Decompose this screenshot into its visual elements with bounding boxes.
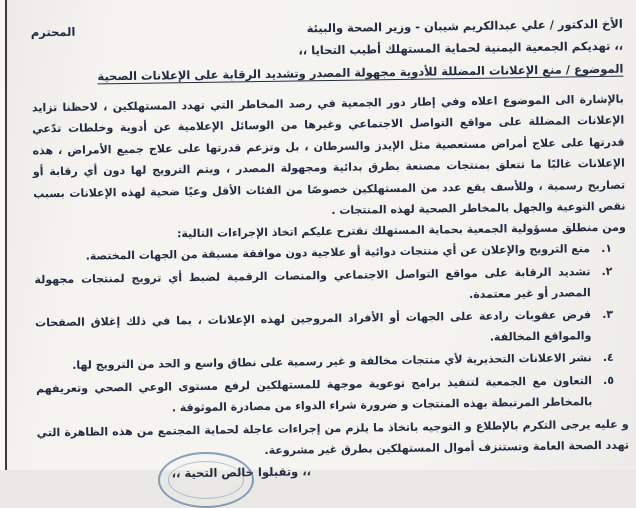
proposal-lead: ومن منطلق مسؤولية الجمعية بحماية المستهلك نقترح عليكم اتخاذ الإجراءات التالية:: [176, 221, 626, 241]
association-stamp-inner-ring: [168, 461, 244, 499]
item-text: نشر الاعلانات التحذيرية لأي منتجات مخالفة و غير رسمية على نطاق واسع و الحد من الترويج لها.: [72, 351, 592, 373]
association-stamp-icon: [158, 452, 254, 508]
paper-edge-line: [5, 0, 7, 470]
item-number: ١.: [601, 242, 613, 256]
item-number: ٢.: [601, 264, 613, 279]
list-item: [34, 262, 613, 312]
recipient-line: الأخ الدكتور / علي عبدالكريم شيبان - وزير الصحة والبيئة: [306, 16, 623, 36]
intro-paragraph: بالإشارة الى الموضوع اعلاه وفي إطار دور الجمعية في رصد المخاطر التي تهدد المستهلكين ، لاحظنا تزايد الإعلانات المضللة على مواقع التواصل الاجتماعي وغيرها من الوسائل الإعلامية عن أدوية وخلطات تدّعي قدرتها على علاج أمراض مستعصية مثل الإيدز والسرطان ، بل وتزعم قدرتها على علاج جميع الأمراض ، هذه الإعلانات غالبًا ما تتعلق بمنتجات مصنعة بطرق بدائية ومجهولة المصدر ، ويتم الترويج لها دون أي رقابة أو تصاريح رسمية ، وللأسف يقع عدد من المستهلكين خصوصًا من الفئات الأقل وعيًا ضحية لهذه الإعلانات بسبب نقص التوعية والجهل بالمخاطر الصحية لهذه المنتجات .: [31, 92, 626, 218]
letter-content: [31, 6, 630, 485]
closing-paragraph: و عليه يرجى التكرم بالإطلاع و التوجيه باتخاذ ما يلزم من إجراءات عاجلة لحماية المجتمع من هذه الظاهرة التي تهدد الصحة العامة وتستنزف أموال المستهلكين بطرق غير مشروعة.: [36, 417, 630, 458]
item-text: تشديد الرقابة على مواقع التواصل الاجتماعي والمنصات الرقمية لضبط أي ترويج لمنتجات مجهولة المصدر أو غير معتمدة.: [34, 265, 591, 301]
greeting-line: ،، تهديكم الجمعية اليمنية لحماية المستهلك أطيب التحايا ،،: [298, 38, 624, 58]
item-number: ٣.: [602, 308, 614, 322]
salutation-line: ،، وتقبلوا خالص التحية ،،: [171, 463, 312, 480]
item-text: التعاون مع الجمعية لتنفيذ برامج توعوية موجهة للمستهلكين لرفع مستوى الوعي الصحي وتعريفهم بالمخاطر المرتبطة بهذه المنتجات و ضرورة شراء الدواء من مصادرة الموثوقة .: [36, 374, 593, 414]
item-number: ٥.: [603, 373, 615, 387]
subject-line: الموضوع / منع الإعلانات المضللة للأدوية مجهولة المصدر وتشديد الرقابة على الإعلانات الصحية: [97, 61, 624, 84]
procedures-list: [34, 239, 628, 421]
item-text: منع الترويج والإعلان عن أي منتجات دوائية أو علاجية دون موافقة مسبقة من الجهات المختصة.: [85, 242, 591, 264]
list-item: [35, 305, 614, 355]
list-item: [36, 371, 615, 421]
item-number: ٤.: [602, 351, 614, 365]
item-text: فرض عقوبات رادعة على الجهات أو الأفراد المروجين لهذه الإعلانات ، بما في ذلك إغلاق الصفحات والمواقع المخالفة.: [35, 308, 592, 344]
honorific: المحترم: [30, 24, 76, 40]
